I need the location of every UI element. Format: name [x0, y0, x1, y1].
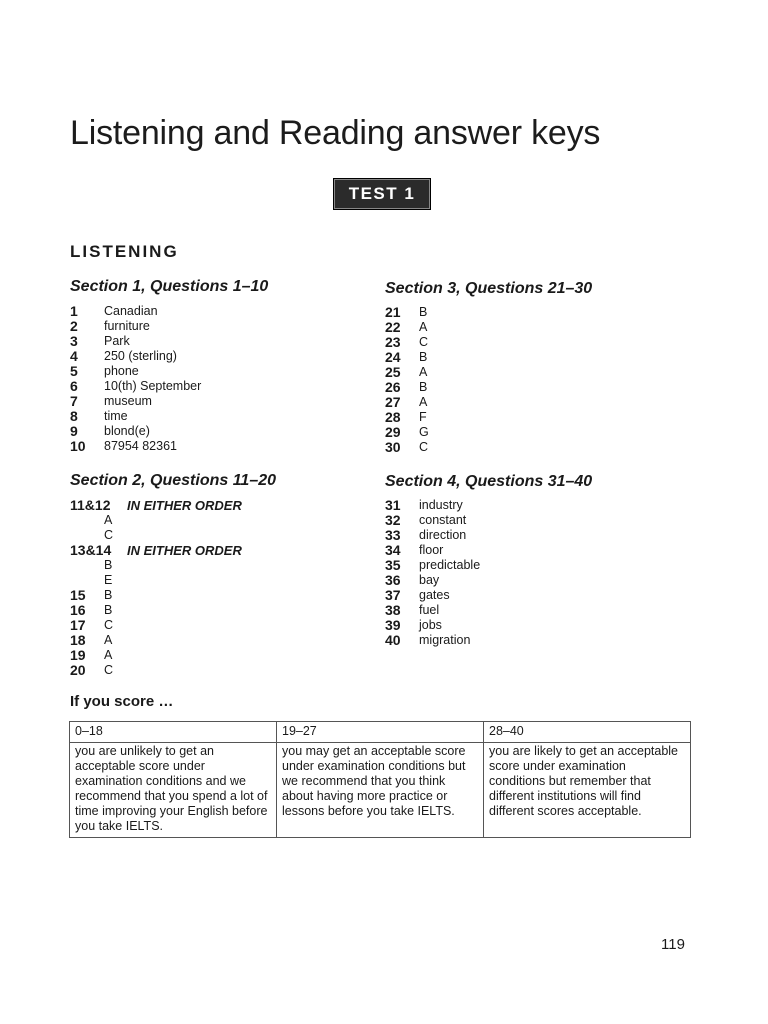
section-2-answers	[70, 498, 242, 678]
answer-text: bay	[419, 573, 440, 587]
answer-text: A	[419, 395, 428, 409]
question-number: 28	[385, 409, 401, 425]
question-number: 9	[70, 423, 78, 439]
answer-row	[385, 543, 480, 558]
answer-text: B	[419, 350, 428, 364]
answer-text: fuel	[419, 603, 440, 617]
score-description-mid: you may get an acceptable score under examination conditions but we recommend that you think about having more practice or lessons before you take IELTS.	[277, 743, 484, 838]
test-badge: TEST 1	[333, 178, 431, 210]
answer-row	[70, 319, 201, 334]
answer-row	[70, 349, 201, 364]
answer-row	[70, 513, 242, 528]
answer-text: F	[419, 410, 427, 424]
question-number: 5	[70, 363, 78, 379]
order-note: IN EITHER ORDER	[127, 543, 242, 558]
answer-text: E	[104, 573, 113, 587]
answer-text: A	[419, 365, 428, 379]
answer-row	[70, 304, 201, 319]
section-4-answers	[385, 498, 480, 648]
question-number: 30	[385, 439, 401, 455]
answer-row	[385, 335, 429, 350]
score-description-high: you are likely to get an acceptable score under examination conditions but remember that different institutions will find different scores acceptable.	[484, 743, 691, 838]
answer-row	[385, 425, 429, 440]
answer-text: gates	[419, 588, 450, 602]
score-range-low: 0–18	[70, 722, 277, 743]
question-number: 35	[385, 557, 401, 573]
question-number: 13&14	[70, 542, 112, 558]
answer-text: constant	[419, 513, 467, 527]
answer-row	[70, 573, 242, 588]
question-number: 27	[385, 394, 401, 410]
answer-row	[70, 394, 201, 409]
answer-row	[385, 573, 480, 588]
score-range-high: 28–40	[484, 722, 691, 743]
answer-text: migration	[419, 633, 471, 647]
section-1-answers	[70, 304, 201, 454]
answer-row	[385, 528, 480, 543]
answer-text: B	[104, 588, 113, 602]
answer-row	[70, 498, 242, 513]
question-number: 31	[385, 497, 401, 513]
question-number: 2	[70, 318, 78, 334]
question-number: 21	[385, 304, 401, 320]
score-heading: If you score …	[70, 693, 174, 710]
answer-row	[385, 603, 480, 618]
answer-text: furniture	[104, 319, 150, 333]
answer-row	[385, 513, 480, 528]
question-number: 3	[70, 333, 78, 349]
answer-text: A	[419, 320, 428, 334]
answer-row	[70, 424, 201, 439]
answer-row	[70, 648, 242, 663]
answer-text: A	[104, 513, 113, 527]
listening-heading: LISTENING	[70, 242, 179, 261]
answer-text: 87954 82361	[104, 439, 177, 453]
answer-row	[70, 618, 242, 633]
question-number: 38	[385, 602, 401, 618]
question-number: 24	[385, 349, 401, 365]
question-number: 36	[385, 572, 401, 588]
answer-row	[70, 379, 201, 394]
question-number: 7	[70, 393, 78, 409]
answer-text: predictable	[419, 558, 481, 572]
answer-text: blond(e)	[104, 424, 150, 438]
answer-text: B	[419, 305, 428, 319]
question-number: 16	[70, 602, 86, 618]
question-number: 4	[70, 348, 78, 364]
answer-text: B	[104, 603, 113, 617]
section-3-heading: Section 3, Questions 21–30	[385, 280, 593, 297]
section-3-answers	[385, 305, 429, 455]
question-number: 19	[70, 647, 86, 663]
answer-row	[70, 439, 201, 454]
section-2-heading: Section 2, Questions 11–20	[70, 472, 277, 489]
answer-text: 10(th) September	[104, 379, 202, 393]
order-note: IN EITHER ORDER	[127, 498, 242, 513]
answer-text: Park	[104, 334, 130, 348]
section-1-heading: Section 1, Questions 1–10	[70, 278, 269, 295]
score-range-mid: 19–27	[277, 722, 484, 743]
answer-row	[70, 558, 242, 573]
answer-text: Canadian	[104, 304, 158, 318]
answer-row	[70, 528, 242, 543]
answer-row	[385, 558, 480, 573]
question-number: 40	[385, 632, 401, 648]
question-number: 26	[385, 379, 401, 395]
page-title: Listening and Reading answer keys	[70, 114, 601, 152]
answer-text: C	[419, 335, 429, 349]
score-description-row	[70, 743, 691, 838]
question-number: 32	[385, 512, 401, 528]
answer-row	[70, 543, 242, 558]
question-number: 6	[70, 378, 78, 394]
answer-row	[385, 633, 480, 648]
answer-text: C	[104, 618, 114, 632]
answer-row	[70, 334, 201, 349]
answer-row	[70, 603, 242, 618]
answer-text: 250 (sterling)	[104, 349, 177, 363]
question-number: 18	[70, 632, 86, 648]
question-number: 25	[385, 364, 401, 380]
answer-text: jobs	[419, 618, 442, 632]
score-description-low: you are unlikely to get an acceptable score under examination conditions and we recommend that you spend a lot of time improving your English before you take IELTS.	[70, 743, 277, 838]
question-number: 23	[385, 334, 401, 350]
answer-row	[385, 440, 429, 455]
question-number: 22	[385, 319, 401, 335]
question-number: 11&12	[70, 497, 111, 513]
answer-text: museum	[104, 394, 152, 408]
section-4-heading: Section 4, Questions 31–40	[385, 473, 593, 490]
answer-text: A	[104, 648, 113, 662]
answer-text: floor	[419, 543, 444, 557]
question-number: 29	[385, 424, 401, 440]
answer-row	[385, 320, 429, 335]
answer-row	[70, 409, 201, 424]
question-number: 1	[70, 303, 78, 319]
answer-row	[385, 365, 429, 380]
answer-text: B	[419, 380, 428, 394]
answer-text: B	[104, 558, 113, 572]
answer-text: industry	[419, 498, 463, 512]
question-number: 39	[385, 617, 401, 633]
question-number: 37	[385, 587, 401, 603]
answer-text: A	[104, 633, 113, 647]
answer-row	[385, 380, 429, 395]
score-header-row	[70, 722, 691, 743]
question-number: 34	[385, 542, 401, 558]
question-number: 17	[70, 617, 86, 633]
question-number: 15	[70, 587, 86, 603]
answer-row	[385, 588, 480, 603]
answer-text: C	[104, 528, 114, 542]
question-number: 33	[385, 527, 401, 543]
answer-row	[385, 410, 429, 425]
answer-row	[70, 588, 242, 603]
answer-text: time	[104, 409, 128, 423]
answer-text: G	[419, 425, 429, 439]
answer-text: direction	[419, 528, 467, 542]
answer-text: C	[104, 663, 114, 677]
answer-row	[385, 305, 429, 320]
page-number: 119	[661, 936, 685, 953]
answer-text: phone	[104, 364, 139, 378]
question-number: 10	[70, 438, 86, 454]
answer-row	[70, 364, 201, 379]
answer-row	[70, 633, 242, 648]
answer-row	[385, 498, 480, 513]
answer-row	[385, 395, 429, 410]
question-number: 20	[70, 662, 86, 678]
answer-text: C	[419, 440, 429, 454]
answer-row	[385, 350, 429, 365]
question-number: 8	[70, 408, 78, 424]
answer-row	[70, 663, 242, 678]
score-table	[69, 721, 691, 838]
answer-row	[385, 618, 480, 633]
